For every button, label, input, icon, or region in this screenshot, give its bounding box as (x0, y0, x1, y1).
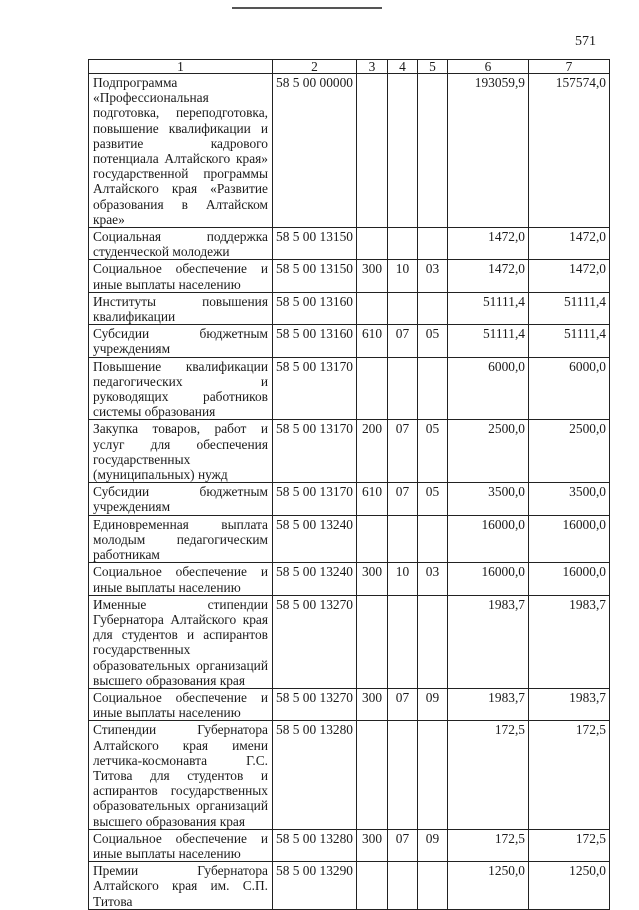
table-row (89, 260, 610, 292)
row-col5-cell: 05 (418, 420, 448, 483)
table-row (89, 595, 610, 688)
row-code-cell: 58 5 00 00000 (273, 74, 357, 228)
row-col4-cell: 10 (388, 563, 418, 595)
row-col5-cell (418, 515, 448, 563)
row-col3-cell: 300 (357, 829, 388, 861)
row-col7-cell: 3500,0 (529, 483, 610, 515)
table-row (89, 563, 610, 595)
row-col4-cell (388, 721, 418, 829)
header-row (89, 60, 610, 74)
row-code-cell: 58 5 00 13270 (273, 688, 357, 720)
row-code-cell: 58 5 00 13280 (273, 829, 357, 861)
row-col7-cell: 16000,0 (529, 563, 610, 595)
row-col4-cell: 10 (388, 260, 418, 292)
row-name-cell: Социальное обеспечение и иные выплаты населению (89, 260, 273, 292)
row-code-cell: 58 5 00 13240 (273, 563, 357, 595)
row-name-cell: Субсидии бюджетным учреждениям (89, 325, 273, 357)
table-body (89, 74, 610, 910)
row-name-cell: Подпрограмма «Профессиональная подготовка, переподготовка, повышение квалификации и развитие кадрового потенциала Алтайского края» государственной программы Алтайского края «Развитие образования в Алтайском крае» (89, 74, 273, 228)
header-col-5: 5 (418, 60, 448, 74)
row-col5-cell (418, 292, 448, 324)
row-col3-cell: 610 (357, 483, 388, 515)
row-col7-cell: 157574,0 (529, 74, 610, 228)
row-col7-cell: 172,5 (529, 721, 610, 829)
budget-table (88, 59, 610, 910)
row-col6-cell: 193059,9 (448, 74, 529, 228)
row-name-cell: Именные стипендии Губернатора Алтайского края для студентов и аспирантов государственных образовательных организаций высшего образования края (89, 595, 273, 688)
row-col7-cell: 1472,0 (529, 228, 610, 260)
row-col6-cell: 172,5 (448, 721, 529, 829)
row-col4-cell (388, 595, 418, 688)
row-col7-cell: 172,5 (529, 829, 610, 861)
row-col3-cell: 300 (357, 688, 388, 720)
row-col6-cell: 16000,0 (448, 515, 529, 563)
row-col7-cell: 1250,0 (529, 862, 610, 910)
row-col3-cell (357, 721, 388, 829)
table-row (89, 357, 610, 420)
table-row (89, 515, 610, 563)
row-col3-cell: 300 (357, 563, 388, 595)
table-row (89, 688, 610, 720)
row-col5-cell: 09 (418, 829, 448, 861)
row-col6-cell: 51111,4 (448, 325, 529, 357)
row-col5-cell: 03 (418, 563, 448, 595)
row-col3-cell (357, 228, 388, 260)
row-col4-cell: 07 (388, 829, 418, 861)
row-col4-cell (388, 515, 418, 563)
row-code-cell: 58 5 00 13170 (273, 420, 357, 483)
row-col3-cell (357, 595, 388, 688)
table-row (89, 829, 610, 861)
row-code-cell: 58 5 00 13160 (273, 325, 357, 357)
row-col4-cell (388, 357, 418, 420)
row-col4-cell (388, 862, 418, 910)
table-row (89, 862, 610, 910)
row-col6-cell: 2500,0 (448, 420, 529, 483)
row-col5-cell: 05 (418, 483, 448, 515)
row-code-cell: 58 5 00 13270 (273, 595, 357, 688)
row-col4-cell (388, 74, 418, 228)
row-name-cell: Институты повышения квалификации (89, 292, 273, 324)
row-col6-cell: 6000,0 (448, 357, 529, 420)
table-row (89, 721, 610, 829)
row-col6-cell: 1250,0 (448, 862, 529, 910)
row-code-cell: 58 5 00 13170 (273, 357, 357, 420)
row-col5-cell (418, 74, 448, 228)
table-row (89, 420, 610, 483)
row-col7-cell: 1472,0 (529, 260, 610, 292)
scan-artifact-line (232, 7, 382, 9)
table-row (89, 228, 610, 260)
row-col3-cell (357, 515, 388, 563)
row-code-cell: 58 5 00 13150 (273, 260, 357, 292)
row-col5-cell: 03 (418, 260, 448, 292)
row-col6-cell: 1983,7 (448, 595, 529, 688)
header-col-2: 2 (273, 60, 357, 74)
row-col7-cell: 1983,7 (529, 688, 610, 720)
row-code-cell: 58 5 00 13160 (273, 292, 357, 324)
header-col-6: 6 (448, 60, 529, 74)
row-name-cell: Повышение квалификации педагогических и руководящих работников системы образования (89, 357, 273, 420)
row-col6-cell: 51111,4 (448, 292, 529, 324)
page-number: 571 (575, 34, 596, 49)
row-code-cell: 58 5 00 13170 (273, 483, 357, 515)
row-name-cell: Социальная поддержка студенческой молодежи (89, 228, 273, 260)
row-col7-cell: 16000,0 (529, 515, 610, 563)
row-col5-cell (418, 357, 448, 420)
row-name-cell: Единовременная выплата молодым педагогическим работникам (89, 515, 273, 563)
row-name-cell: Стипендии Губернатора Алтайского края имени летчика-космонавта Г.С. Титова для студентов и аспирантов государственных образовательных организаций высшего образования края (89, 721, 273, 829)
row-col6-cell: 1472,0 (448, 228, 529, 260)
row-col7-cell: 6000,0 (529, 357, 610, 420)
header-col-7: 7 (529, 60, 610, 74)
row-col4-cell: 07 (388, 688, 418, 720)
row-code-cell: 58 5 00 13280 (273, 721, 357, 829)
row-col3-cell (357, 357, 388, 420)
row-col3-cell: 300 (357, 260, 388, 292)
row-col6-cell: 172,5 (448, 829, 529, 861)
row-col3-cell (357, 292, 388, 324)
row-col3-cell (357, 74, 388, 228)
row-name-cell: Социальное обеспечение и иные выплаты населению (89, 563, 273, 595)
row-col4-cell (388, 228, 418, 260)
row-col5-cell: 09 (418, 688, 448, 720)
row-name-cell: Социальное обеспечение и иные выплаты населению (89, 829, 273, 861)
row-col5-cell (418, 862, 448, 910)
row-name-cell: Закупка товаров, работ и услуг для обеспечения государственных (муниципальных) нужд (89, 420, 273, 483)
row-col4-cell: 07 (388, 483, 418, 515)
header-col-1: 1 (89, 60, 273, 74)
header-col-4: 4 (388, 60, 418, 74)
row-col3-cell (357, 862, 388, 910)
header-col-3: 3 (357, 60, 388, 74)
row-col4-cell (388, 292, 418, 324)
table-row (89, 483, 610, 515)
table-row (89, 292, 610, 324)
row-name-cell: Премии Губернатора Алтайского края им. С.П. Титова (89, 862, 273, 910)
row-col7-cell: 51111,4 (529, 325, 610, 357)
row-col5-cell (418, 595, 448, 688)
row-col6-cell: 3500,0 (448, 483, 529, 515)
row-col6-cell: 1472,0 (448, 260, 529, 292)
row-col5-cell (418, 721, 448, 829)
row-name-cell: Социальное обеспечение и иные выплаты населению (89, 688, 273, 720)
row-col5-cell: 05 (418, 325, 448, 357)
row-col5-cell (418, 228, 448, 260)
row-col7-cell: 2500,0 (529, 420, 610, 483)
row-col4-cell: 07 (388, 325, 418, 357)
row-col6-cell: 16000,0 (448, 563, 529, 595)
table-row (89, 325, 610, 357)
row-code-cell: 58 5 00 13290 (273, 862, 357, 910)
row-col6-cell: 1983,7 (448, 688, 529, 720)
row-col7-cell: 51111,4 (529, 292, 610, 324)
table-row (89, 74, 610, 228)
row-col3-cell: 200 (357, 420, 388, 483)
row-col3-cell: 610 (357, 325, 388, 357)
row-code-cell: 58 5 00 13150 (273, 228, 357, 260)
row-col7-cell: 1983,7 (529, 595, 610, 688)
row-col4-cell: 07 (388, 420, 418, 483)
row-code-cell: 58 5 00 13240 (273, 515, 357, 563)
row-name-cell: Субсидии бюджетным учреждениям (89, 483, 273, 515)
